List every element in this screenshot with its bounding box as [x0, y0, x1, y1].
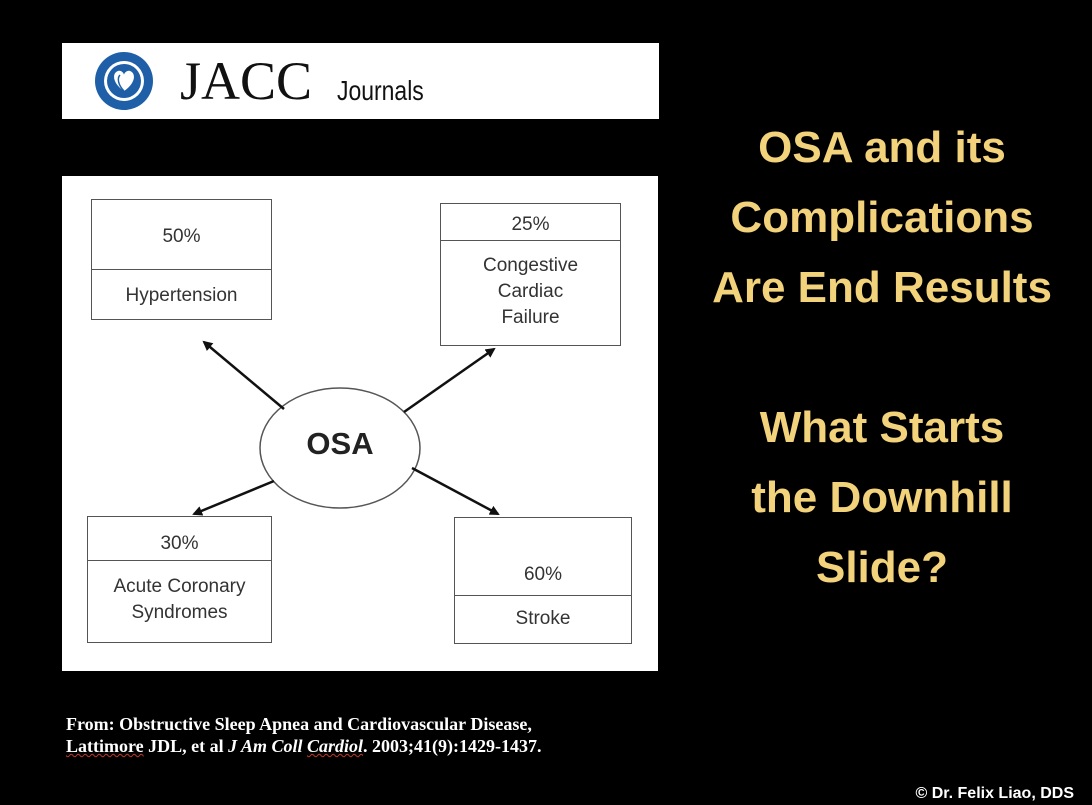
headline-block-1: [672, 113, 1092, 323]
headline-line: OSA and its: [758, 123, 1006, 172]
citation-rest: JDL, et al: [143, 736, 229, 756]
arrow-to-hypertension: [204, 342, 284, 409]
headline-block-2: [672, 393, 1092, 603]
citation-line-1: From: Obstructive Sleep Apnea and Cardiovascular Disease,: [66, 714, 532, 734]
arrow-to-acs: [194, 481, 274, 514]
citation-author: Lattimore: [66, 736, 144, 756]
headline-line: Slide?: [815, 543, 949, 592]
citation-journal-abbr: Cardiol: [307, 736, 364, 756]
outcome-box-stroke: [454, 517, 632, 644]
outcome-percent: 60%: [523, 564, 563, 585]
outcome-label: Acute Coronary: [113, 576, 246, 597]
osa-center-label: OSA: [306, 426, 374, 461]
outcome-box-acs: [87, 516, 272, 643]
outcome-label: Stroke: [515, 608, 571, 629]
source-citation: [66, 713, 686, 757]
outcome-percent: 30%: [160, 533, 199, 554]
logo-name: JACC: [180, 51, 313, 111]
outcome-box-heart-failure: [440, 203, 621, 346]
box-divider: [92, 269, 271, 270]
logo-subtitle: Journals: [337, 75, 424, 106]
outcome-label: Cardiac: [497, 281, 564, 302]
box-divider: [88, 560, 271, 561]
outcome-box-hypertension: [91, 199, 272, 320]
headline-line: the Downhill: [751, 473, 1013, 522]
outcome-percent: 25%: [511, 214, 550, 235]
outcome-label: Syndromes: [131, 602, 228, 623]
outcome-percent: 50%: [162, 226, 201, 247]
citation-line-2: [66, 735, 686, 757]
copyright-notice: © Dr. Felix Liao, DDS: [915, 785, 1074, 802]
headline-line: What Starts: [759, 403, 1005, 452]
acc-seal-icon: [94, 51, 154, 111]
outcome-label: Congestive: [482, 255, 579, 276]
arrow-to-heart-failure: [404, 349, 494, 412]
outcome-label: Hypertension: [125, 285, 238, 306]
citation-journal: J Am Coll: [228, 736, 308, 756]
box-divider: [455, 595, 631, 596]
headline-line: Are End Results: [712, 263, 1052, 312]
headline-line: Complications: [730, 193, 1034, 242]
osa-complications-diagram: [62, 176, 658, 671]
jacc-logo-banner: [62, 43, 659, 119]
box-divider: [441, 240, 620, 241]
arrow-to-stroke: [412, 468, 498, 514]
outcome-label: Failure: [501, 307, 560, 328]
citation-tail: . 2003;41(9):1429-1437.: [363, 736, 542, 756]
